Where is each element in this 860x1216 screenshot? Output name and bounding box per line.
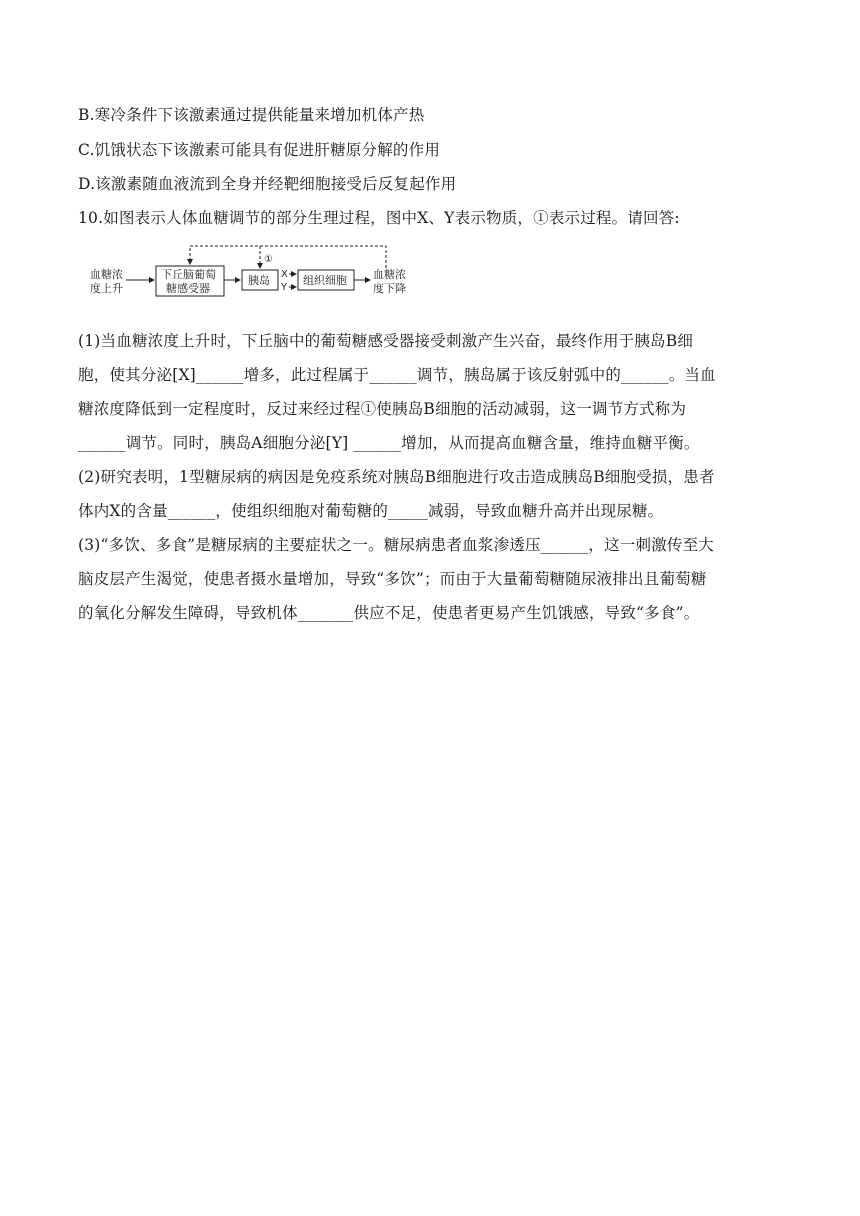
sub1-line2: 胞，使其分泌[X]______增多，此过程属于______调节，胰岛属于该反射弧中的______。当血 [78,366,716,384]
question-10-stem: 10.如图表示人体血糖调节的部分生理过程，图中X、Y表示物质，①表示过程。请回答: [78,209,680,227]
process-1-mark: ① [264,254,273,265]
sensor-box-line2: 糖感受器 [166,282,210,295]
input-label-line2: 度上升 [90,282,123,295]
sub1-line4: ______调节。同时，胰岛A细胞分泌[Y] ______增加，从而提高血糖含量，维持血糖平衡。 [78,434,700,452]
sub3-line2: 脑皮层产生渴觉，使患者摄水量增加，导致“多饮”；而由于大量葡萄糖随尿液排出且葡萄糖 [78,570,707,588]
feedback-to-sensor-dashed [190,246,386,268]
sub3-line3: 的氧化分解发生障碍，导致机体_______供应不足，使患者更易产生饥饿感，导致“多食”。 [78,604,700,622]
blood-glucose-regulation-diagram [86,240,426,318]
option-c: C.饥饿状态下该激素可能具有促进肝糖原分解的作用 [78,141,441,159]
sub3-line1: (3)“多饮、多食”是糖尿病的主要症状之一。糖尿病患者血浆渗透压______，这一刺激传至大 [78,536,715,554]
sub1-line3: 糖浓度降低到一定程度时，反过来经过程①使胰岛B细胞的活动减弱，这一调节方式称为 [78,400,687,418]
islet-box-label: 胰岛 [248,274,270,287]
output-label-line2: 度下降 [373,282,406,295]
y-label: Y [281,282,288,293]
x-label: X [281,269,288,280]
option-d: D.该激素随血液流到全身并经靶细胞接受后反复起作用 [78,175,457,193]
input-label-line1: 血糖浓 [90,268,123,281]
sub1-line1: (1)当血糖浓度上升时，下丘脑中的葡萄糖感受器接受刺激产生兴奋，最终作用于胰岛B细 [78,332,694,350]
option-b: B.寒冷条件下该激素通过提供能量来增加机体产热 [78,106,425,124]
sensor-box-line1: 下丘脑葡萄 [161,268,216,281]
diagram-svg [86,240,426,318]
output-label-line1: 血糖浓 [373,268,406,281]
sub2-line1: (2)研究表明，1型糖尿病的病因是免疫系统对胰岛B细胞进行攻击造成胰岛B细胞受损，患者 [78,468,715,486]
sub2-line2: 体内X的含量______，使组织细胞对葡萄糖的_____减弱，导致血糖升高并出现尿糖。 [78,502,664,520]
tissue-cell-box-label: 组织细胞 [303,274,347,287]
